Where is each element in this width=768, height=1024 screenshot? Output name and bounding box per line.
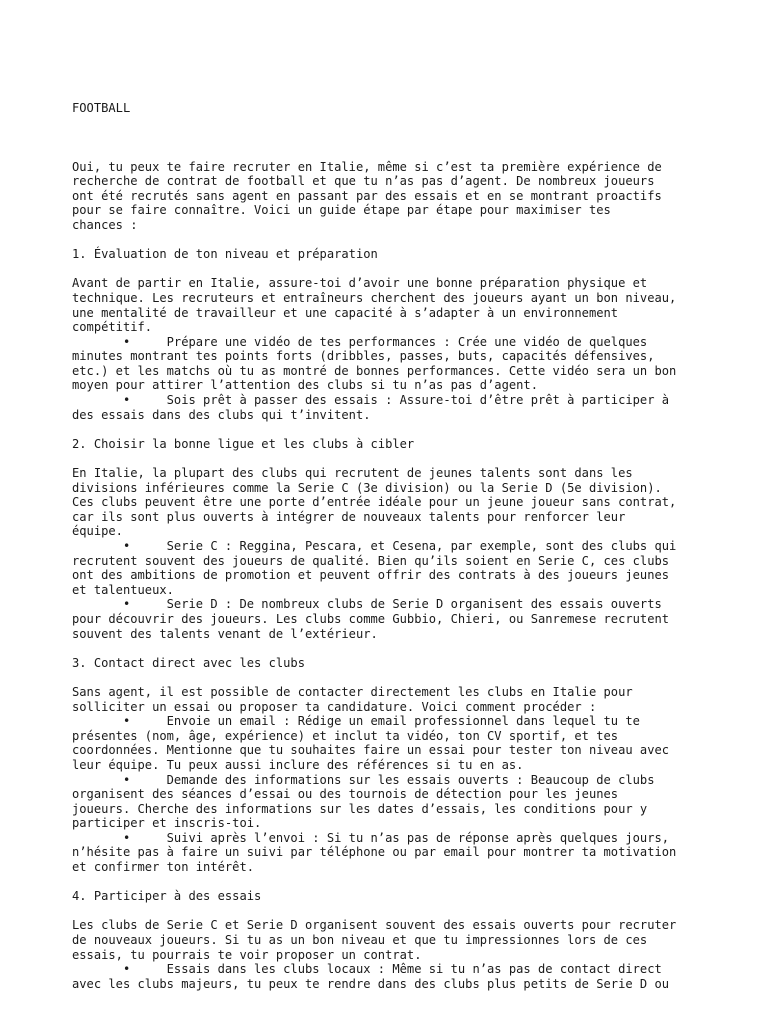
bullet-line: • Essais dans les clubs locaux : Même si tu n’as pas de contact direct [72, 962, 662, 977]
paragraph-line: pour se faire connaître. Voici un guide étape par étape pour maximiser tes [72, 203, 611, 218]
paragraph-line: solliciter un essai ou proposer ta candidature. Voici comment procéder : [72, 699, 597, 714]
bullet-line: • Sois prêt à passer des essais : Assure-toi d’être prêt à participer à [72, 393, 670, 408]
paragraph-line: avec les clubs majeurs, tu peux te rendre dans des clubs plus petits de Serie D ou [72, 976, 670, 991]
blank-line [72, 904, 712, 919]
bullet-line: • Suivi après l’envoi : Si tu n’as pas de réponse après quelques jours, [72, 830, 670, 845]
paragraph-line: essais, tu pourrais te voir proposer un contrat. [72, 947, 422, 962]
blank-line [72, 451, 712, 466]
paragraph-line: une mentalité de travailleur et une capacité à s’adapter à un environnement [72, 305, 619, 320]
paragraph-line: souvent des talents venant de l’extérieur. [72, 626, 378, 641]
paragraph-line: Avant de partir en Italie, assure-toi d’avoir une bonne préparation physique et [72, 276, 648, 291]
paragraph-line: Sans agent, il est possible de contacter directement les clubs en Italie pour [72, 684, 633, 699]
bullet-line: • Serie D : De nombreux clubs de Serie D organisent des essais ouverts [72, 597, 662, 612]
blank-line [72, 262, 712, 277]
section-heading: 4. Participer à des essais [72, 889, 262, 904]
paragraph-line: technique. Les recruteurs et entraîneurs cherchent des joueurs ayant un bon niveau, [72, 290, 677, 305]
paragraph-line: divisions inférieures comme la Serie C (3e division) ou la Serie D (5e division). [72, 480, 662, 495]
paragraph-line: de nouveaux joueurs. Si tu as un bon niveau et que tu impressionnes lors de ces [72, 933, 648, 948]
section-heading: 3. Contact direct avec les clubs [72, 655, 305, 670]
bullet-line: • Prépare une vidéo de tes performances : Crée une vidéo de quelques [72, 334, 648, 349]
blank-line [72, 233, 712, 248]
document-body [72, 145, 712, 991]
paragraph-line: n’hésite pas à faire un suivi par téléphone ou par email pour montrer ta motivation [72, 845, 677, 860]
blank-line [72, 422, 712, 437]
paragraph-line: et confirmer ton intérêt. [72, 860, 255, 875]
paragraph-line: etc.) et les matchs où tu as montré de bonnes performances. Cette vidéo sera un bon [72, 363, 677, 378]
paragraph-line: présentes (nom, âge, expérience) et inclut ta vidéo, ton CV sportif, et tes [72, 728, 619, 743]
paragraph-line: pour découvrir des joueurs. Les clubs comme Gubbio, Chieri, ou Sanremese recrutent [72, 611, 670, 626]
paragraph-line: organisent des séances d’essai ou des tournois de détection pour les jeunes [72, 787, 619, 802]
bullet-line: • Envoie un email : Rédige un email professionnel dans lequel tu te [72, 714, 640, 729]
paragraph-line: Ces clubs peuvent être une porte d’entrée idéale pour un jeune joueur sans contrat, [72, 495, 677, 510]
paragraph-line: minutes montrant tes points forts (dribbles, passes, buts, capacités défensives, [72, 349, 655, 364]
bullet-line: • Serie C : Reggina, Pescara, et Cesena, par exemple, sont des clubs qui [72, 539, 677, 553]
paragraph-line: En Italie, la plupart des clubs qui recrutent de jeunes talents sont dans les [72, 466, 633, 481]
document-page [72, 72, 712, 1006]
paragraph-line: participer et inscris-toi. [72, 816, 262, 831]
blank-line [72, 145, 712, 160]
document-title: FOOTBALL [72, 101, 131, 116]
blank-line [72, 641, 712, 656]
paragraph-line: car ils sont plus ouverts à intégrer de nouveaux talents pour renforcer leur [72, 509, 626, 524]
paragraph-line: ont été recrutés sans agent en passant par des essais et en se montrant proactifs [72, 188, 662, 203]
blank-line [72, 670, 712, 685]
bullet-line: • Demande des informations sur les essais ouverts : Beaucoup de clubs [72, 772, 655, 787]
paragraph-line: compétitif. [72, 320, 153, 335]
section-heading: 1. Évaluation de ton niveau et préparation [72, 247, 378, 262]
blank-line [72, 875, 712, 890]
paragraph-line: chances : [72, 217, 138, 232]
paragraph-line: recherche de contrat de football et que tu n’as pas d’agent. De nombreux joueurs [72, 174, 655, 189]
paragraph-line: et talentueux. [72, 582, 174, 597]
paragraph-line: équipe. [72, 524, 123, 539]
paragraph-line: Les clubs de Serie C et Serie D organisent souvent des essais ouverts pour recruter [72, 918, 677, 933]
paragraph-line: moyen pour attirer l’attention des clubs si tu n’as pas d’agent. [72, 378, 538, 393]
section-heading: 2. Choisir la bonne ligue et les clubs à cibler [72, 436, 415, 451]
paragraph-line: des essais dans des clubs qui t’invitent. [72, 407, 371, 422]
paragraph-line: coordonnées. Mentionne que tu souhaites faire un essai pour tester ton niveau avec [72, 743, 670, 758]
paragraph-line: joueurs. Cherche des informations sur les dates d’essais, les conditions pour y [72, 801, 648, 816]
paragraph-line: leur équipe. Tu peux aussi inclure des références si tu en as. [72, 757, 524, 772]
paragraph-line: recrutent souvent des joueurs de qualité. Bien qu’ils soient en Serie C, ces clubs [72, 553, 670, 568]
paragraph-line: ont des ambitions de promotion et peuvent offrir des contrats à des joueurs jeunes [72, 568, 670, 583]
paragraph-line: Oui, tu peux te faire recruter en Italie, même si c’est ta première expérience de [72, 159, 662, 174]
